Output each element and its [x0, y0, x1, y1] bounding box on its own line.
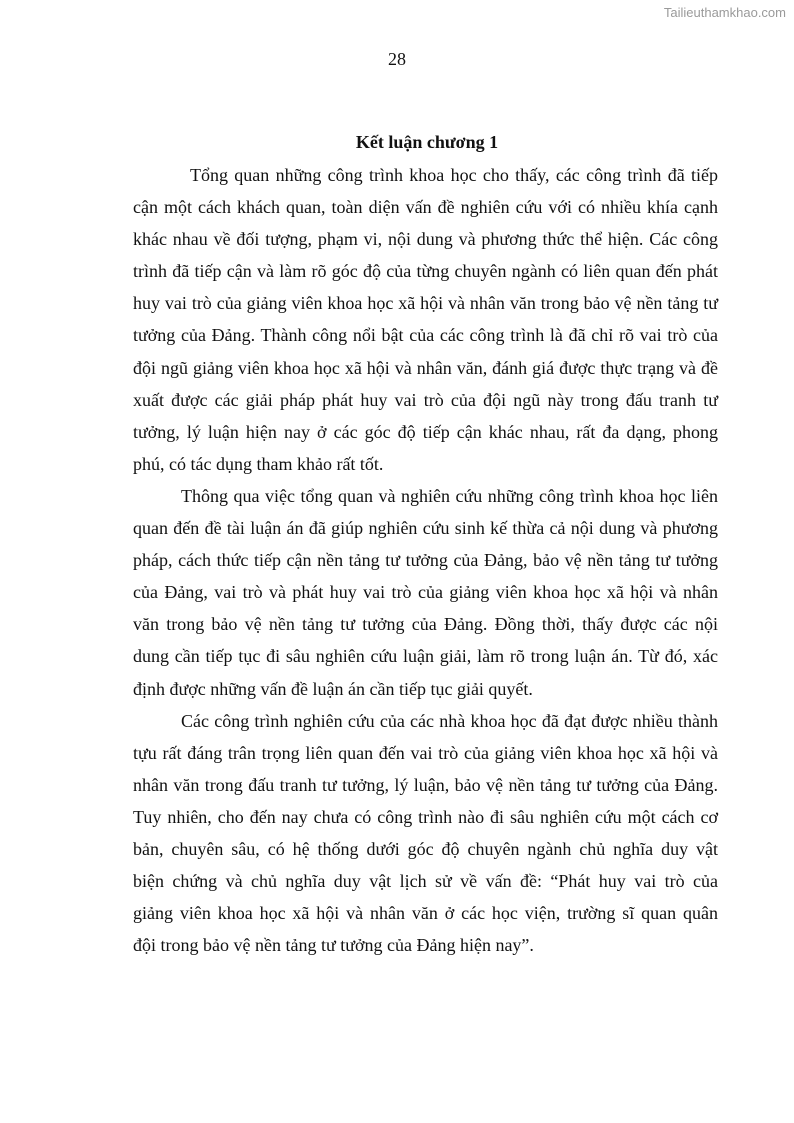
text-line: tựu rất đáng trân trọng liên quan đến vai trò của giảng viên khoa học xã hội và	[133, 742, 718, 763]
text-line: quan đến đề tài luận án đã giúp nghiên cứu sinh kế thừa cả nội dung và phương	[133, 518, 718, 539]
text-line: phú, có tác dụng tham khảo rất tốt.	[133, 453, 384, 474]
text-line: bản, chuyên sâu, có hệ thống dưới góc độ chuyên ngành chủ nghĩa duy vật	[133, 838, 718, 859]
paragraph	[133, 480, 718, 705]
text-line: cận một cách khách quan, toàn diện vấn đề nghiên cứu với có nhiều khía cạnh	[133, 197, 718, 218]
document-body	[133, 159, 718, 961]
chapter-conclusion-heading: Kết luận chương 1	[355, 132, 499, 152]
text-line: đội trong bảo vệ nền tảng tư tưởng của Đảng hiện nay”.	[133, 935, 534, 956]
text-line: huy vai trò của giảng viên khoa học xã hội và nhân văn trong bảo vệ nền tảng tư	[133, 293, 718, 314]
text-line: Tuy nhiên, cho đến nay chưa có công trình nào đi sâu nghiên cứu một cách cơ	[133, 806, 718, 827]
text-line: pháp, cách thức tiếp cận nền tảng tư tưởng của Đảng, bảo vệ nền tảng tư tưởng	[133, 550, 718, 571]
paragraph	[133, 159, 718, 480]
text-line: biện chứng và chủ nghĩa duy vật lịch sử về vấn đề: “Phát huy vai trò của	[133, 871, 718, 892]
text-line: nhân văn trong đấu tranh tư tưởng, lý luận, bảo vệ nền tảng tư tưởng của Đảng.	[133, 774, 718, 795]
text-line: định được những vấn đề luận án cần tiếp tục giải quyết.	[133, 678, 533, 699]
text-line: tưởng, lý luận hiện nay ở các góc độ tiếp cận khác nhau, rất đa dạng, phong	[133, 421, 718, 442]
text-line: khác nhau về đối tượng, phạm vi, nội dung và phương thức thể hiện. Các công	[133, 229, 718, 250]
text-line: dung cần tiếp tục đi sâu nghiên cứu luận giải, làm rõ trong luận án. Từ đó, xác	[133, 646, 718, 667]
page-number: 28	[388, 49, 406, 69]
text-line: tưởng của Đảng. Thành công nổi bật của các công trình là đã chỉ rõ vai trò của	[133, 325, 718, 346]
text-line: Tổng quan những công trình khoa học cho thấy, các công trình đã tiếp	[190, 165, 718, 185]
text-line: văn trong bảo vệ nền tảng tư tưởng của Đảng. Đồng thời, thấy được các nội	[133, 614, 718, 635]
watermark: Tailieuthamkhao.com	[663, 5, 786, 20]
text-line: của Đảng, vai trò và phát huy vai trò của giảng viên khoa học xã hội và nhân	[133, 582, 718, 603]
text-line: xuất được các giải pháp phát huy vai trò của đội ngũ này trong đấu tranh tư	[133, 389, 718, 410]
paragraph	[133, 705, 718, 962]
text-line: trình đã tiếp cận và làm rõ góc độ của từng chuyên ngành có liên quan đến phát	[133, 261, 718, 282]
text-line: Các công trình nghiên cứu của các nhà khoa học đã đạt được nhiều thành	[181, 710, 718, 731]
text-line: đội ngũ giảng viên khoa học xã hội và nhân văn, đánh giá được thực trạng và đề	[133, 357, 718, 378]
text-line: giảng viên khoa học xã hội và nhân văn ở các học viện, trường sĩ quan quân	[133, 903, 718, 924]
text-line: Thông qua việc tổng quan và nghiên cứu những công trình khoa học liên	[181, 485, 718, 506]
